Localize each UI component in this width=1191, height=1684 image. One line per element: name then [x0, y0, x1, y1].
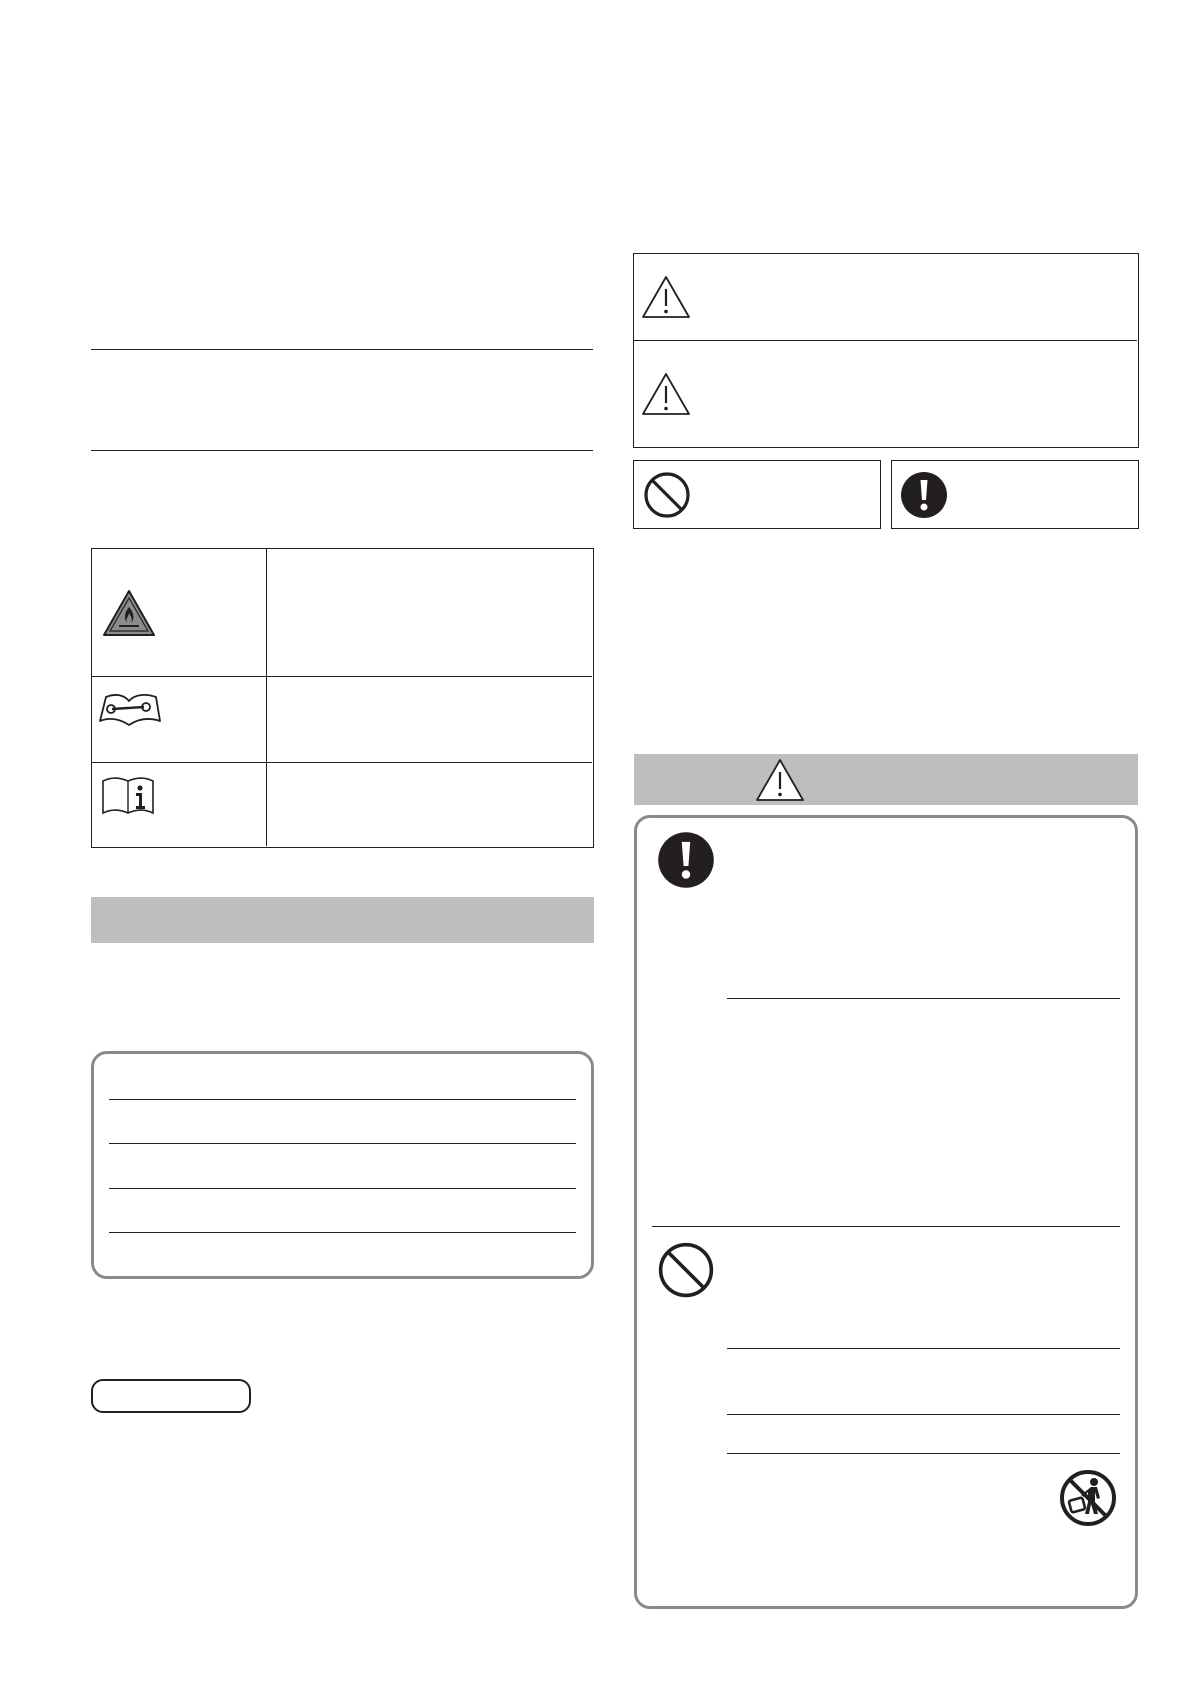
label-pill	[91, 1379, 251, 1413]
section-heading-band	[91, 897, 594, 943]
notice-box	[91, 1051, 594, 1279]
warning-panel-section-line	[652, 1226, 1120, 1227]
warning-heading-band	[634, 754, 1138, 805]
signal-word-table	[633, 253, 1139, 448]
mandatory-action-icon	[900, 471, 948, 519]
warning-panel-line	[727, 1414, 1120, 1415]
flammable-warning-icon	[102, 589, 156, 637]
notice-box-line	[109, 1188, 576, 1189]
service-manual-icon	[96, 691, 162, 729]
warning-panel	[634, 815, 1138, 1609]
prohibited-icon	[657, 1241, 715, 1299]
warning-panel-line	[727, 1453, 1120, 1454]
mandatory-action-icon	[657, 831, 715, 889]
symbol-table-row-divider	[92, 676, 592, 677]
signal-word-table-divider	[634, 340, 1137, 341]
second-divider-line	[91, 450, 593, 451]
prohibited-icon	[643, 471, 691, 519]
symbol-table-row-divider	[92, 762, 592, 763]
instruction-info-icon	[101, 775, 155, 817]
warning-triangle-icon	[754, 757, 806, 803]
top-divider-line	[91, 349, 593, 350]
notice-box-line	[109, 1143, 576, 1144]
notice-box-line	[109, 1099, 576, 1100]
warning-panel-line	[727, 1348, 1120, 1349]
symbol-table-column-divider	[266, 549, 267, 846]
symbol-table	[91, 548, 594, 848]
no-touch-icon	[1058, 1468, 1118, 1528]
warning-panel-line	[727, 998, 1120, 999]
notice-box-line	[109, 1232, 576, 1233]
caution-triangle-icon	[640, 371, 692, 417]
mandatory-legend-box	[891, 460, 1139, 529]
warning-triangle-icon	[640, 274, 692, 320]
prohibited-legend-box	[633, 460, 881, 529]
